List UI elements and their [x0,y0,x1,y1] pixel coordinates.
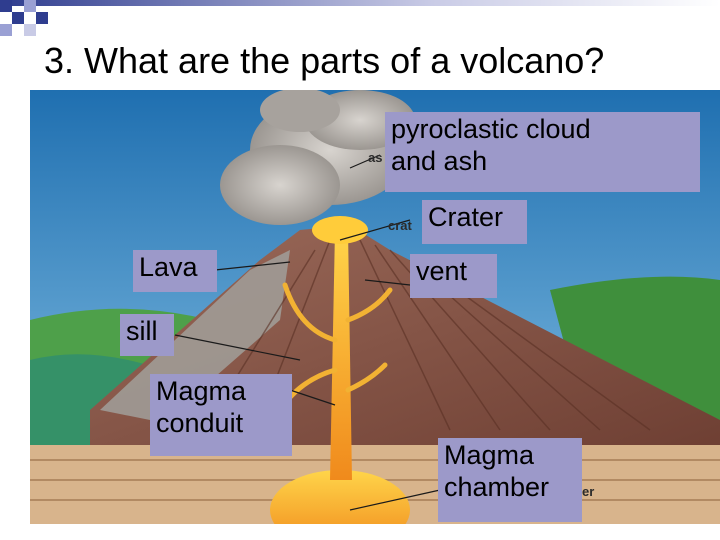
deco-square [12,12,24,24]
background-fragment-crater: crat [388,218,412,233]
background-fragment-chamber: er [582,484,595,499]
decorative-squares [0,0,720,40]
deco-square [0,24,12,36]
label-sill: sill [120,314,174,356]
slide-title: 3. What are the parts of a volcano? [44,40,605,81]
label-crater: Crater [422,200,527,244]
deco-square [36,12,48,24]
label-magma-chamber: Magma chamber [438,438,582,522]
background-fragment-ash: as [368,150,383,165]
deco-square [24,24,36,36]
label-magma-conduit: Magma conduit [150,374,292,456]
deco-square [0,0,12,12]
top-gradient-bar [0,0,720,6]
deco-square [24,0,36,12]
label-lava: Lava [133,250,217,292]
label-vent: vent [410,254,497,298]
label-pyroclastic-cloud: pyroclastic cloud and ash [385,112,700,192]
